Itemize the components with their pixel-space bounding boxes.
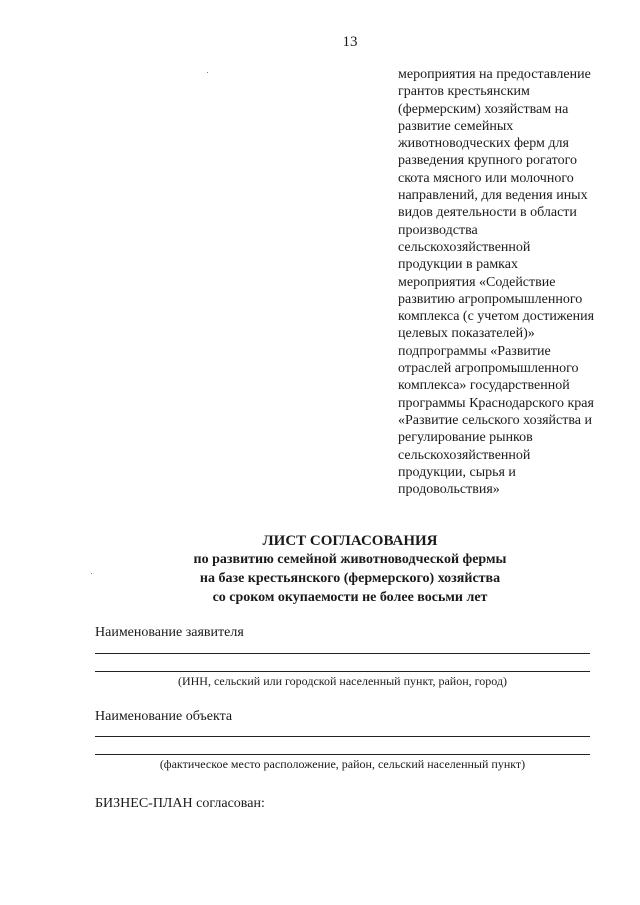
business-plan-label: БИЗНЕС-ПЛАН согласован: — [95, 796, 265, 811]
object-name-line-1 — [95, 736, 590, 737]
approval-reference-text: мероприятия на предоставление грантов крестьянским (фермерским) хозяйствам на развитие семейных животноводческих ферм для разведения крупного рогатого скота мясного или молочного направлений, для ведения иных видов деятельности в области производства сельскохозяйственной продукции в рамках мероприятия «Содействие развитию агропромышленного комплекса (с учетом достижения целевых показателей)» подпрограммы «Развитие отраслей агропромышленного комплекса» государственной программы Краснодарского края «Развитие сельского хозяйства и регулирование рынков сельскохозяйственной продукции, сырья и продовольствия» — [398, 67, 595, 498]
scan-speck — [207, 72, 208, 73]
page-number: 13 — [342, 34, 358, 50]
document-heading — [0, 532, 640, 607]
applicant-caption: (ИНН, сельский или городской населенный пункт, район, город) — [177, 674, 508, 688]
scan-speck — [91, 573, 92, 574]
object-caption: (фактическое место расположение, район, сельский населенный пункт) — [159, 757, 526, 771]
document-subtitle: по развитию семейной животноводческой фермы на базе крестьянского (фермерского) хозяйства со сроком окупаемости не более восьми лет — [193, 552, 507, 605]
applicant-name-line-2 — [95, 671, 590, 672]
object-name-line-2 — [95, 754, 590, 755]
object-name-label: Наименование объекта — [95, 709, 233, 724]
applicant-name-line-1 — [95, 653, 590, 654]
applicant-name-label: Наименование заявителя — [95, 625, 244, 640]
document-title: ЛИСТ СОГЛАСОВАНИЯ — [262, 533, 438, 549]
